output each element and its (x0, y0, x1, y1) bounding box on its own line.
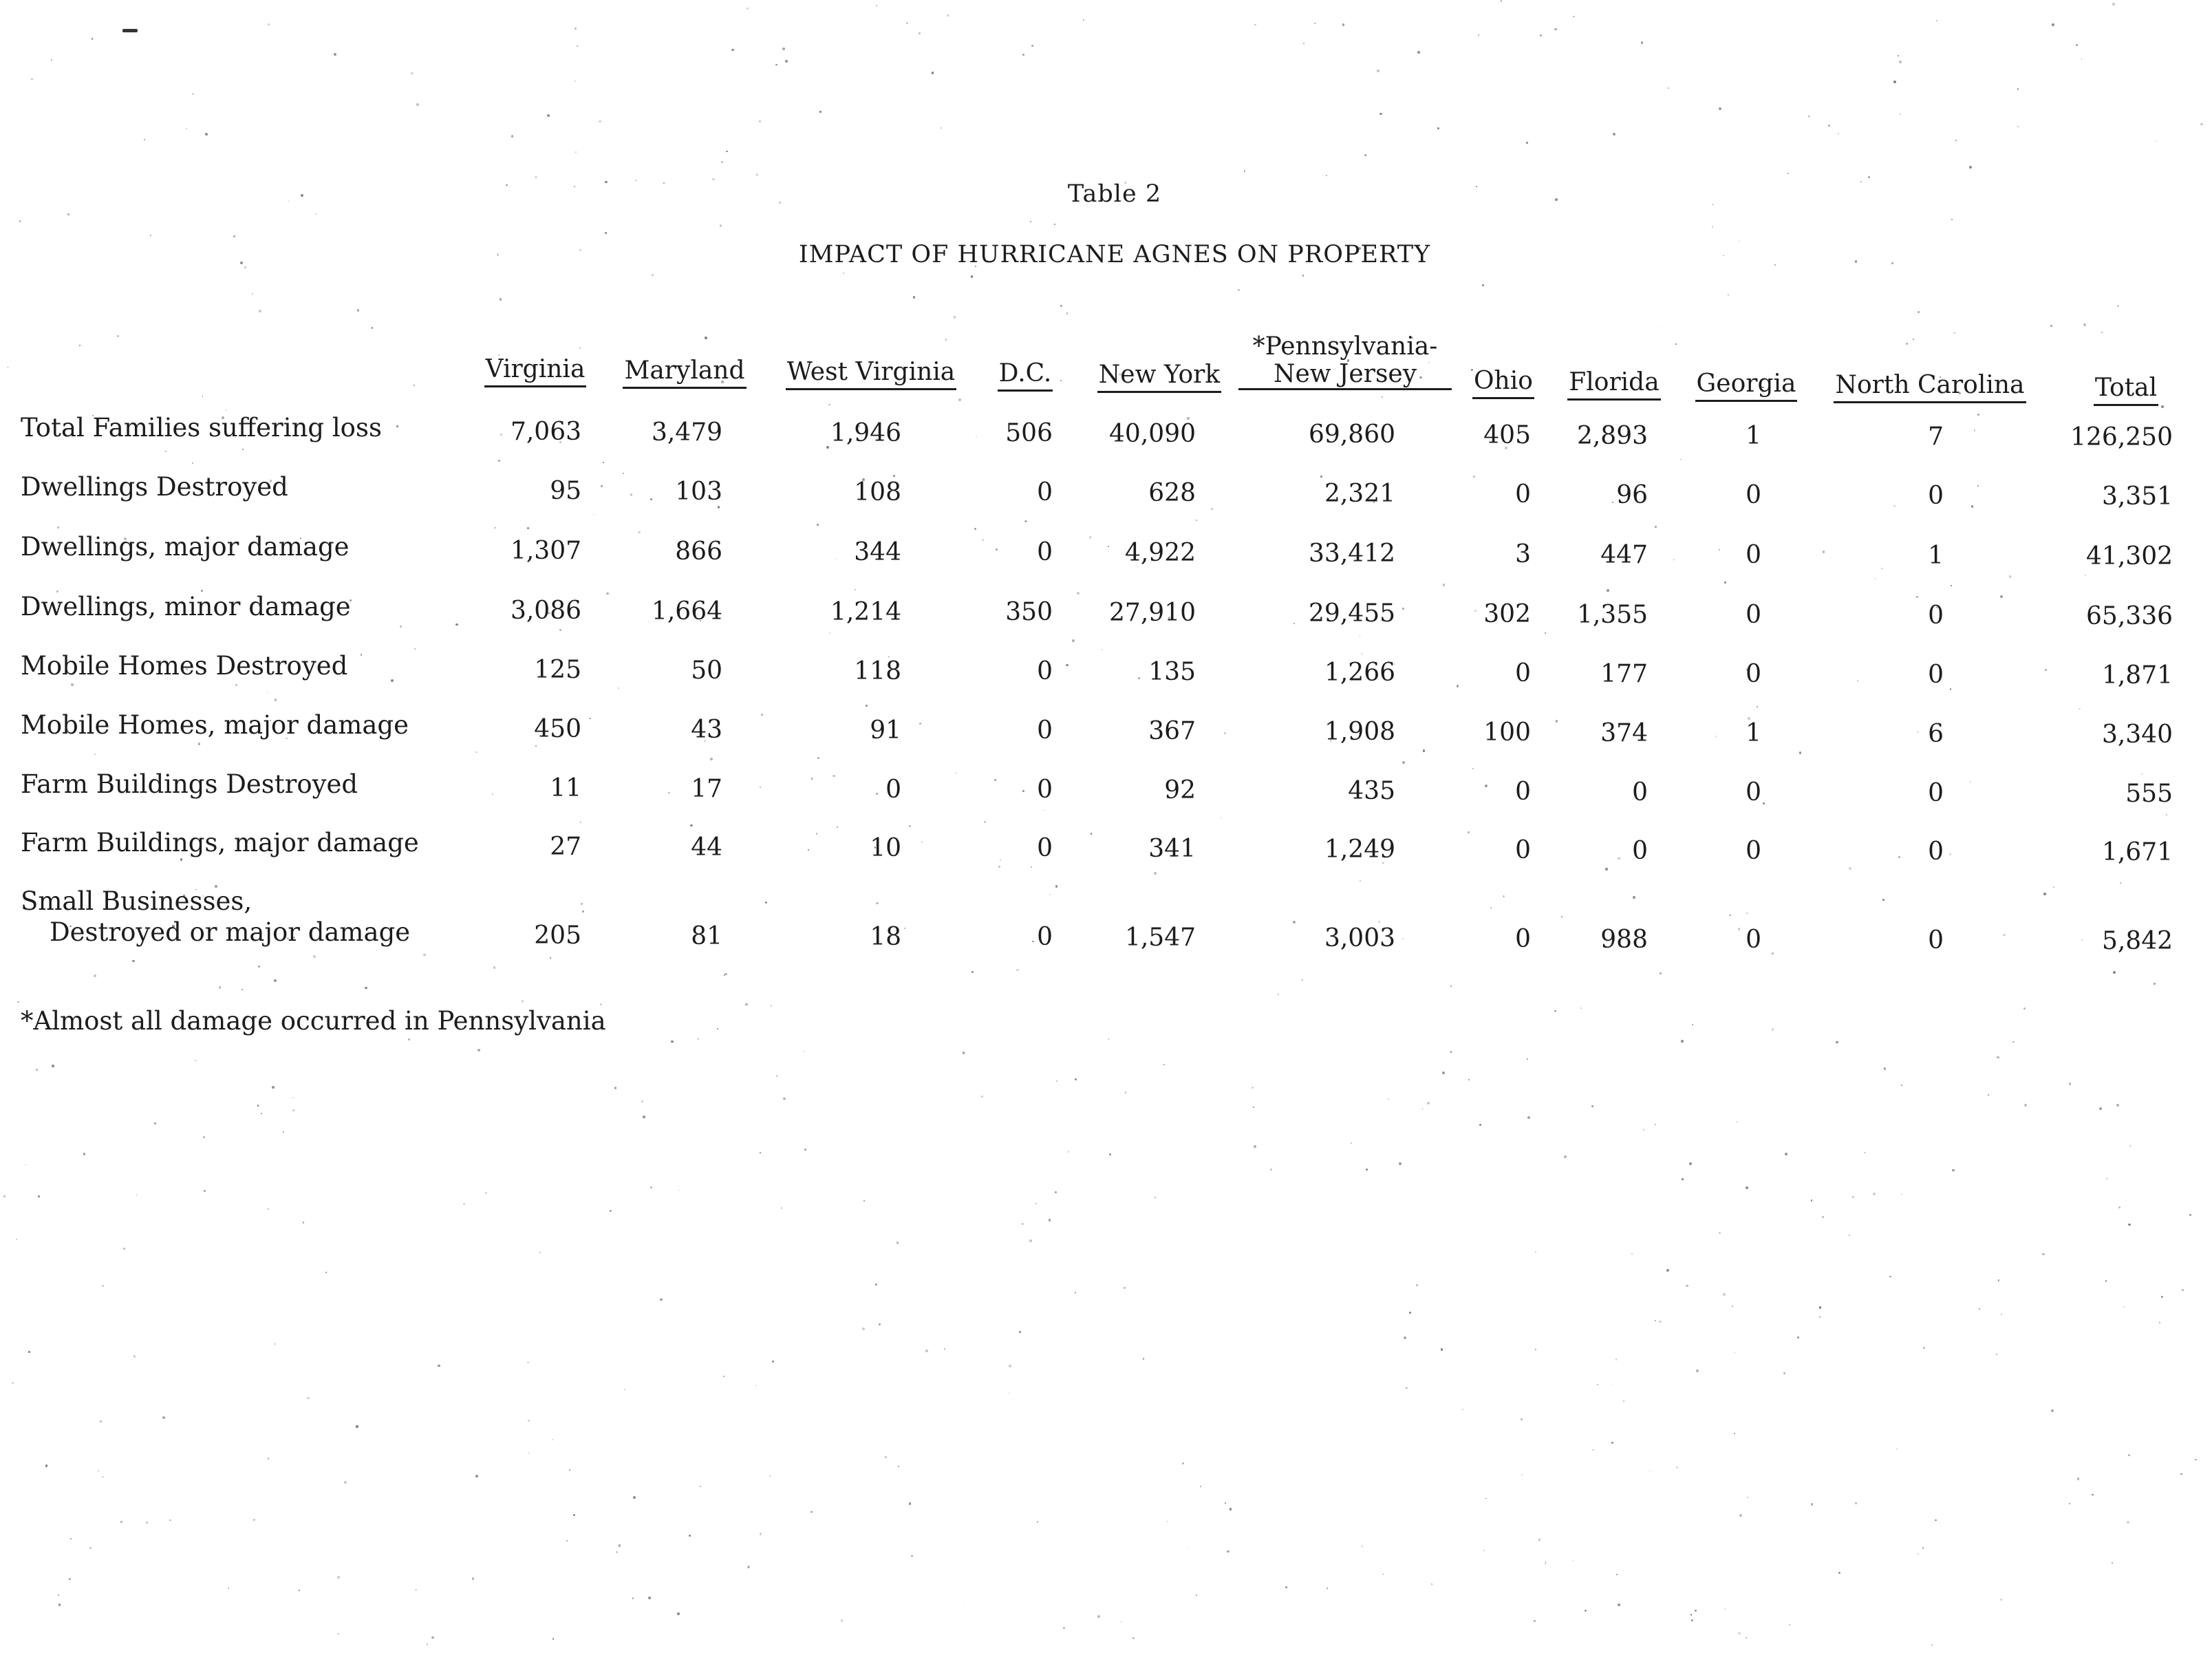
cell-total: 41,302 (2086, 542, 2173, 570)
cell-florida: 0 (1632, 836, 1648, 865)
cell-west-virginia: 0 (885, 775, 901, 804)
cell-pennsylvania-new-jersey: 3,003 (1324, 924, 1395, 952)
cell-virginia: 7,063 (510, 418, 581, 446)
cell-new-york: 135 (1148, 658, 1196, 687)
cell-maryland: 3,479 (651, 418, 722, 447)
cell-georgia: 1 (1746, 719, 1761, 748)
cell-virginia: 1,307 (510, 537, 581, 565)
cell-florida: 374 (1600, 718, 1648, 747)
cell-ohio: 405 (1483, 420, 1531, 449)
cell-florida: 2,893 (1576, 421, 1648, 450)
cell-georgia: 1 (1746, 422, 1761, 451)
cell-new-york: 1,547 (1124, 924, 1196, 952)
col-header-ohio: Ohio (1465, 367, 1541, 399)
cell-florida: 447 (1600, 540, 1648, 569)
cell-maryland: 81 (691, 921, 722, 950)
table-number: Table 2 (1067, 180, 1162, 208)
row-label-farm-destroyed: Farm Buildings Destroyed (21, 769, 358, 799)
cell-pennsylvania-new-jersey: 435 (1348, 777, 1395, 805)
cell-virginia: 95 (550, 477, 581, 505)
row-label-dwellings-minor: Dwellings, minor damage (21, 592, 351, 621)
cell-florida: 1,355 (1576, 600, 1648, 629)
cell-georgia: 0 (1746, 541, 1761, 570)
cell-dc: 506 (1005, 419, 1053, 448)
cell-pennsylvania-new-jersey: 33,412 (1309, 540, 1395, 568)
cell-virginia: 450 (534, 715, 581, 743)
cell-pennsylvania-new-jersey: 1,249 (1324, 835, 1395, 864)
col-header-georgia: Georgia (1684, 370, 1808, 402)
col-header-north-carolina: North Carolina (1823, 371, 2037, 403)
row-label-farm-major: Farm Buildings, major damage (21, 828, 419, 857)
cell-new-york: 40,090 (1109, 420, 1196, 449)
cell-ohio: 0 (1515, 924, 1531, 953)
cell-north-carolina: 0 (1928, 601, 1944, 630)
cell-new-york: 341 (1148, 835, 1196, 864)
cell-pennsylvania-new-jersey: 69,860 (1309, 420, 1395, 449)
cell-florida: 177 (1600, 659, 1648, 688)
col-header-dc: D.C. (991, 359, 1060, 392)
cell-ohio: 100 (1483, 718, 1531, 747)
cell-georgia: 0 (1746, 926, 1761, 955)
cell-new-york: 92 (1164, 776, 1196, 805)
cell-total: 65,336 (2086, 602, 2173, 630)
cell-maryland: 44 (691, 833, 722, 862)
col-header-west-virginia: West Virginia (775, 358, 967, 390)
cell-north-carolina: 0 (1928, 661, 1944, 690)
cell-north-carolina: 0 (1928, 838, 1944, 866)
cell-west-virginia: 18 (870, 922, 901, 951)
cell-west-virginia: 118 (854, 657, 901, 685)
cell-maryland: 103 (675, 477, 722, 506)
cell-pennsylvania-new-jersey: 1,908 (1324, 718, 1395, 746)
cell-pennsylvania-new-jersey: 29,455 (1309, 599, 1395, 628)
cell-west-virginia: 10 (870, 833, 901, 862)
cell-virginia: 205 (534, 921, 581, 950)
cell-west-virginia: 108 (854, 478, 901, 506)
row-label-mobile-destroyed: Mobile Homes Destroyed (21, 651, 348, 681)
cell-north-carolina: 0 (1928, 779, 1944, 808)
cell-total: 5,842 (2101, 927, 2173, 955)
cell-west-virginia: 344 (854, 537, 901, 566)
cell-west-virginia: 91 (870, 716, 901, 745)
cell-dc: 350 (1005, 598, 1053, 627)
cell-new-york: 4,922 (1124, 539, 1196, 568)
cell-west-virginia: 1,946 (830, 418, 901, 447)
cell-georgia: 0 (1746, 837, 1761, 866)
col-header-new-york: New York (1091, 361, 1228, 393)
cell-north-carolina: 0 (1928, 482, 1944, 511)
cell-georgia: 0 (1746, 778, 1761, 807)
cell-maryland: 17 (691, 774, 722, 803)
cell-ohio: 3 (1515, 540, 1531, 568)
cell-pennsylvania-new-jersey: 2,321 (1324, 480, 1395, 508)
cell-north-carolina: 6 (1928, 720, 1944, 749)
cell-ohio: 302 (1483, 599, 1531, 628)
cell-total: 555 (2125, 780, 2173, 808)
cell-virginia: 3,086 (510, 597, 581, 625)
cell-north-carolina: 1 (1928, 542, 1944, 570)
cell-georgia: 0 (1746, 660, 1761, 689)
cell-ohio: 0 (1515, 835, 1531, 864)
cell-dc: 0 (1037, 716, 1053, 745)
col-header-pennsylvania-line2: New Jersey (1238, 361, 1452, 390)
col-header-total: Total (2078, 374, 2174, 406)
row-label-mobile-major: Mobile Homes, major damage (21, 710, 409, 740)
cell-maryland: 50 (691, 656, 722, 685)
cell-maryland: 1,664 (651, 597, 722, 626)
col-header-virginia: Virginia (480, 355, 590, 387)
cell-dc: 0 (1037, 834, 1053, 863)
row-label-small-businesses-line2: Destroyed or major damage (50, 917, 411, 947)
col-header-maryland: Maryland (619, 356, 750, 389)
row-label-total-families: Total Families suffering loss (21, 413, 382, 442)
cell-virginia: 125 (534, 656, 581, 684)
cell-maryland: 866 (675, 537, 722, 566)
cell-ohio: 0 (1515, 659, 1531, 687)
cell-north-carolina: 0 (1928, 926, 1944, 955)
cell-dc: 0 (1037, 776, 1053, 804)
cell-florida: 0 (1632, 778, 1648, 807)
cell-pennsylvania-new-jersey: 1,266 (1324, 659, 1395, 687)
cell-ohio: 0 (1515, 480, 1531, 509)
cell-florida: 96 (1616, 480, 1648, 509)
cell-dc: 0 (1037, 657, 1053, 686)
cell-maryland: 43 (691, 715, 722, 744)
cell-georgia: 0 (1746, 601, 1761, 630)
cell-dc: 0 (1037, 478, 1053, 507)
col-header-pennsylvania-new-jersey (1238, 333, 1452, 390)
table-title: IMPACT OF HURRICANE AGNES ON PROPERTY (798, 241, 1431, 268)
cell-total: 1,671 (2101, 838, 2173, 866)
cell-west-virginia: 1,214 (830, 597, 901, 626)
cell-florida: 988 (1600, 925, 1648, 954)
cell-north-carolina: 7 (1928, 423, 1944, 451)
cell-new-york: 367 (1148, 717, 1196, 746)
row-label-dwellings-major: Dwellings, major damage (21, 532, 350, 562)
cell-ohio: 0 (1515, 777, 1531, 806)
footnote: *Almost all damage occurred in Pennsylvania (21, 1006, 606, 1036)
cell-dc: 0 (1037, 538, 1053, 567)
cell-dc: 0 (1037, 923, 1053, 952)
row-label-small-businesses-line1: Small Businesses, (21, 886, 253, 916)
row-label-dwellings-destroyed: Dwellings Destroyed (21, 472, 288, 502)
cell-total: 3,351 (2101, 482, 2173, 511)
cell-georgia: 0 (1746, 481, 1761, 510)
cell-total: 3,340 (2101, 721, 2173, 749)
col-header-florida: Florida (1559, 368, 1669, 401)
cell-virginia: 27 (550, 833, 581, 861)
cell-total: 126,250 (2070, 423, 2173, 451)
cell-total: 1,871 (2101, 661, 2173, 690)
cell-new-york: 628 (1148, 479, 1196, 508)
cell-virginia: 11 (550, 774, 581, 802)
col-header-pennsylvania-line1: *Pennsylvania- (1252, 332, 1438, 361)
cell-new-york: 27,910 (1109, 599, 1196, 628)
